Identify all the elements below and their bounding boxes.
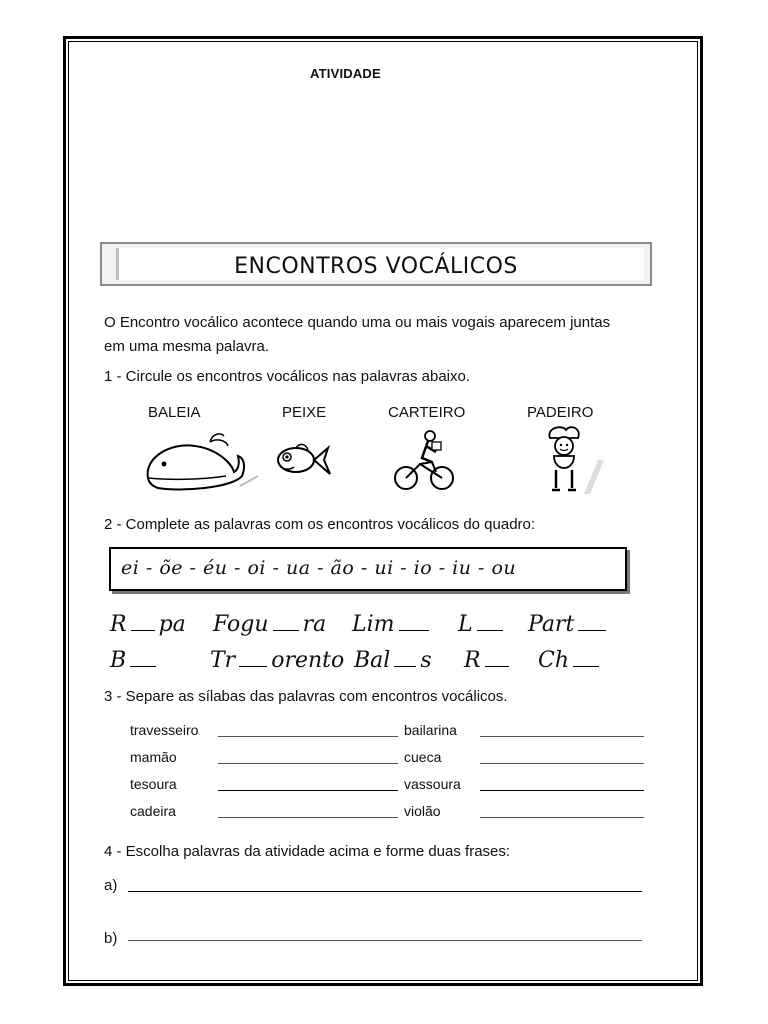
question-3: 3 - Separe as sílabas das palavras com encontros vocálicos. — [104, 688, 508, 705]
answer-line[interactable] — [218, 790, 398, 791]
page-border-inner — [68, 41, 698, 981]
answer-line[interactable] — [218, 817, 398, 818]
fish-icon — [274, 440, 336, 480]
fill-word-4: L — [458, 612, 507, 637]
fill-word-7: Tr orento — [210, 648, 345, 673]
fill-word-9: R — [464, 648, 513, 673]
fill-word-5: Part — [528, 612, 610, 637]
title-banner — [100, 242, 652, 286]
sentence-line-b[interactable] — [128, 940, 642, 941]
vowel-encounters-list: ei - õe - éu - oi - ua - ão - ui - io - iu - ou — [121, 557, 517, 579]
syllable-word: cueca — [404, 749, 442, 765]
syllable-word: tesoura — [130, 776, 177, 792]
word-carteiro: CARTEIRO — [388, 404, 466, 421]
word-peixe: PEIXE — [282, 404, 327, 421]
fill-word-3: Lim — [352, 612, 433, 637]
intro-paragraph — [104, 311, 644, 359]
question-2: 2 - Complete as palavras com os encontros vocálicos do quadro: — [104, 516, 536, 533]
sentence-line-a[interactable] — [128, 891, 642, 892]
question-4: 4 - Escolha palavras da atividade acima e forme duas frases: — [104, 843, 511, 860]
answer-line[interactable] — [218, 763, 398, 764]
fill-word-2: Fogu ra — [213, 612, 327, 637]
answer-line[interactable] — [218, 736, 398, 737]
intro-line-1: O Encontro vocálico acontece quando uma ou mais vogais aparecem juntas — [104, 314, 611, 331]
syllable-word: mamão — [130, 749, 177, 765]
page-header: ATIVIDADE — [310, 66, 381, 81]
fill-word-1: R pa — [110, 612, 186, 637]
syllable-word: cadeira — [130, 803, 176, 819]
syllable-word: violão — [404, 803, 441, 819]
sentence-label-b: b) — [104, 930, 118, 947]
word-baleia: BALEIA — [148, 404, 201, 421]
fill-word-8: Bal s — [354, 648, 432, 673]
answer-line[interactable] — [480, 736, 644, 737]
section-title: ENCONTROS VOCÁLICOS — [234, 254, 518, 279]
answer-line[interactable] — [480, 817, 644, 818]
fill-word-10: Ch — [538, 648, 603, 673]
syllable-word: travesseiro — [130, 722, 199, 738]
cyclist-icon — [392, 428, 456, 492]
question-1: 1 - Circule os encontros vocálicos nas palavras abaixo. — [104, 368, 471, 385]
syllable-word: bailarina — [404, 722, 457, 738]
whale-icon — [140, 428, 260, 494]
answer-line[interactable] — [480, 790, 644, 791]
syllable-word: vassoura — [404, 776, 461, 792]
baker-icon — [540, 424, 604, 498]
sentence-label-a: a) — [104, 877, 118, 894]
word-padeiro: PADEIRO — [527, 404, 594, 421]
answer-line[interactable] — [480, 763, 644, 764]
fill-word-6: B — [110, 648, 160, 673]
intro-line-2: em uma mesma palavra. — [104, 338, 270, 355]
vowel-encounters-box — [109, 547, 627, 591]
